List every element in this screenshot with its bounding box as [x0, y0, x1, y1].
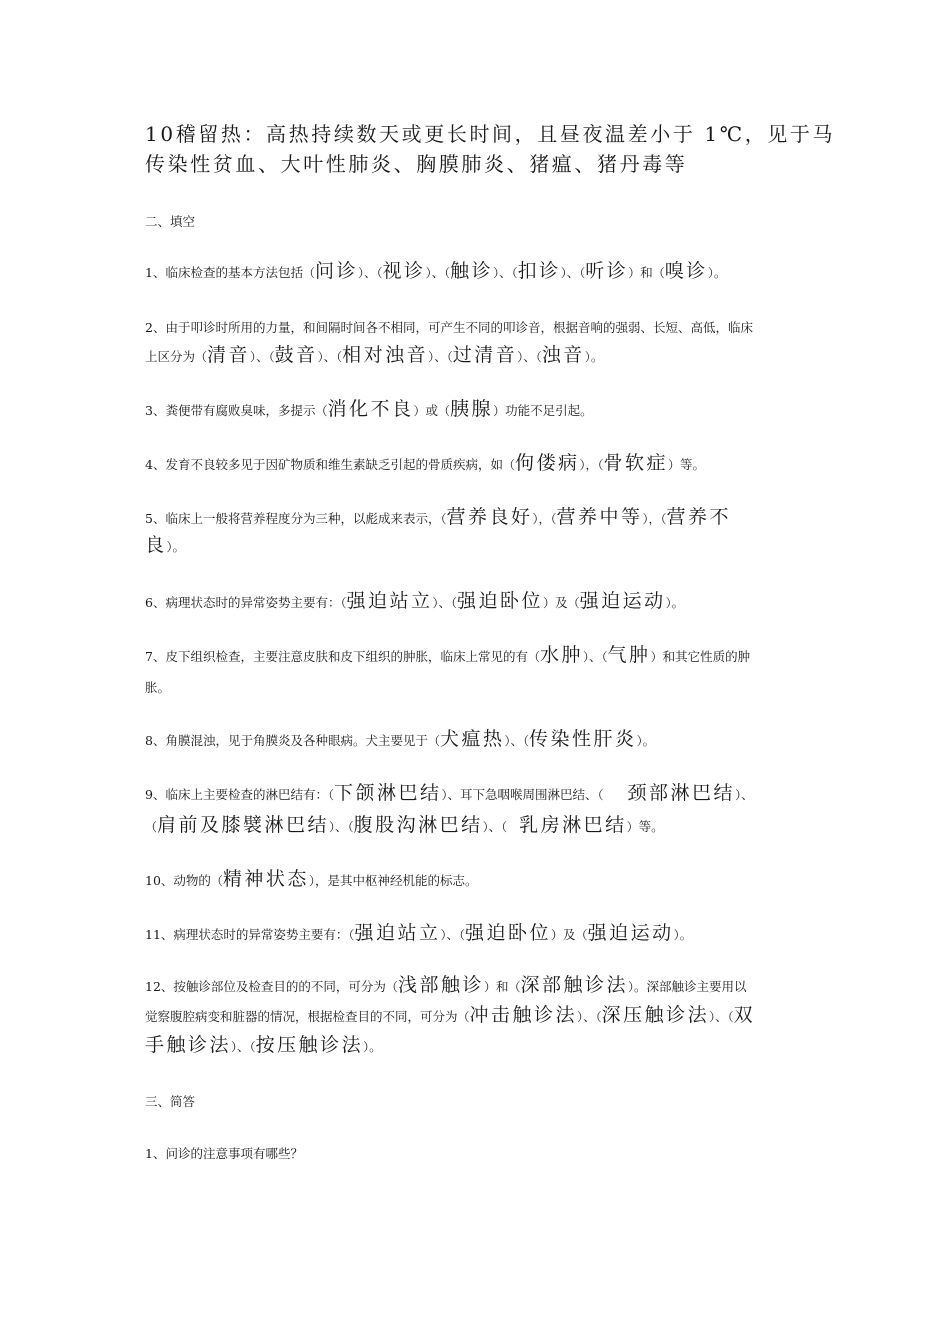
- answer: 强迫站立: [354, 922, 441, 944]
- answer: 触诊: [450, 260, 494, 282]
- question-7-line-1: 7、皮下组织检查，主要注意皮肤和皮下组织的肿胀，临床上常见的有（水肿）、（气肿）和其它性质的肿: [145, 644, 751, 666]
- question-11: 11、病理状态时的异常姿势主要有：（强迫站立）、（强迫卧位）及（强迫运动）。: [145, 922, 693, 944]
- answer: 精神状态: [222, 868, 309, 890]
- question-5-line-1: 5、临床上一般将营养程度分为三种，以彪成来表示，（营养良好），（营养中等），（营养不: [145, 506, 732, 528]
- answer: 良: [145, 534, 167, 556]
- answer: 消化不良: [327, 398, 414, 420]
- answer: 水肿: [539, 644, 583, 666]
- answer: 嗅诊: [664, 260, 708, 282]
- question-2-line-1: 2、由于叩诊时所用的力量，和间隔时间各不相同，可产生不同的叩诊音，根据音响的强弱、长短、高低，临床: [145, 320, 753, 335]
- answer: 骨软症: [603, 452, 669, 474]
- answer: 浊音: [541, 344, 585, 366]
- answer: 鼓音: [274, 344, 318, 366]
- answer: 营养不: [666, 506, 732, 528]
- answer: 肩前及膝襞淋巴结: [157, 814, 330, 836]
- answer: 气肿: [607, 644, 651, 666]
- question-3: 3、粪便带有腐败臭味，多提示（消化不良）或（胰腺）功能不足引起。: [145, 398, 593, 420]
- answer: 营养中等: [556, 506, 643, 528]
- section-heading-fill-blank: 二、填空: [145, 214, 196, 229]
- answer: 强迫站立: [346, 590, 433, 612]
- answer: 按压触诊法: [255, 1034, 364, 1056]
- answer: 深部触诊法: [520, 974, 629, 996]
- question-4: 4、发育不良较多见于因矿物质和维生素缺乏引起的骨质疾病，如（佝偻病），（骨软症）等。: [145, 452, 706, 474]
- answer: 听诊: [585, 260, 629, 282]
- answer: 手触诊法: [145, 1034, 232, 1056]
- answer: 营养良好: [446, 506, 533, 528]
- question-12-line-3: 手触诊法）、（按压触诊法）。: [145, 1034, 382, 1056]
- intro-line-1: 10稽留热：高热持续数天或更长时间，且昼夜温差小于 1℃，见于马: [145, 122, 836, 146]
- answer: 佝偻病: [514, 452, 580, 474]
- answer: 犬瘟热: [439, 728, 505, 750]
- question-7-line-2: 胀。: [145, 680, 171, 695]
- question-9-line-1: 9、临床上主要检查的淋巴结有：（下颌淋巴结）、耳下急咽喉周围淋巴结、（ 颈部淋巴结）、: [145, 782, 754, 804]
- answer: 颈部淋巴结: [627, 782, 736, 804]
- answer: 视诊: [382, 260, 426, 282]
- answer: 过清音: [452, 344, 518, 366]
- answer: 双: [733, 1004, 756, 1026]
- answer: 乳房淋巴结: [519, 814, 627, 836]
- answer: 相对浊音: [342, 344, 429, 366]
- intro-line-2: 传染性贫血、大叶性肺炎、胸膜肺炎、猪瘟、猪丹毒等: [145, 152, 688, 176]
- answer: 腹股沟淋巴结: [353, 814, 483, 836]
- question-9-line-2: （肩前及膝襞淋巴结）、（腹股沟淋巴结）、（ 乳房淋巴结）等。: [145, 814, 664, 836]
- answer: 胰腺: [450, 398, 494, 420]
- answer: 传染性肝炎: [529, 728, 637, 750]
- question-8: 8、角膜混浊，见于角膜炎及各种眼病。犬主要见于（犬瘟热）、（传染性肝炎）。: [145, 728, 656, 750]
- answer: 强迫卧位: [465, 922, 552, 944]
- answer: 浅部触诊: [397, 974, 484, 996]
- question-10: 10、动物的（精神状态），是其中枢神经机能的标志。: [145, 868, 478, 890]
- question-12-line-2: 觉察腹腔病变和脏器的情况，根据检查目的不同，可分为（冲击触诊法）、（深压触诊法）、（双: [145, 1004, 756, 1026]
- short-answer-question-1: 1、问诊的注意事项有哪些？: [145, 1146, 303, 1161]
- section-heading-short-answer: 三、简答: [145, 1094, 196, 1109]
- answer: 问诊: [314, 260, 358, 282]
- question-5-line-2: 良）。: [145, 534, 186, 556]
- answer: 清音: [207, 344, 251, 366]
- answer: 下颌淋巴结: [333, 782, 442, 804]
- question-1: 1、临床检查的基本方法包括（问诊）、（视诊）、（触诊）、（扣诊）、（听诊）和（嗅诊）。: [145, 260, 727, 282]
- answer: 强迫运动: [587, 922, 674, 944]
- answer: 强迫运动: [579, 590, 666, 612]
- question-6: 6、病理状态时的异常姿势主要有：（强迫站立）、（强迫卧位）及（强迫运动）。: [145, 590, 685, 612]
- answer: 强迫卧位: [457, 590, 544, 612]
- question-2-line-2: 上区分为（清音）、（鼓音）、（相对浊音）、（过清音）、（浊音）。: [145, 344, 604, 366]
- question-1-text: 1、临床检查的基本方法包括: [145, 265, 303, 280]
- answer: 扣诊: [517, 260, 561, 282]
- answer: 冲击触诊法: [469, 1004, 578, 1026]
- answer: 深压触诊法: [601, 1004, 710, 1026]
- question-12-line-1: 12、按触诊部位及检查目的的不同，可分为（浅部触诊）和（深部触诊法）。深部触诊主要用以: [145, 974, 747, 996]
